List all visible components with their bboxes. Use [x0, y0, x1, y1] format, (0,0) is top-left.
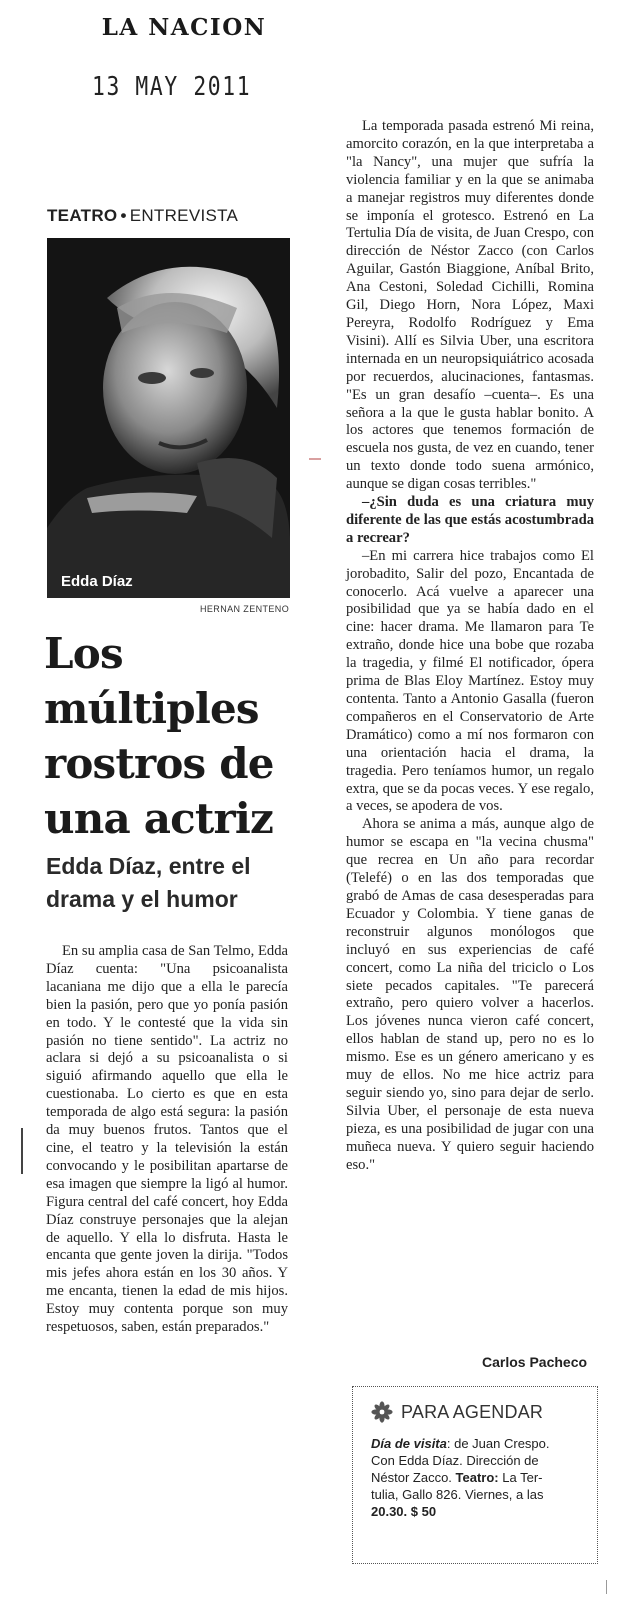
agenda-header — [371, 1401, 583, 1423]
agenda-line: Con Edda Díaz. Dirección de — [371, 1453, 539, 1468]
theater-text: La Ter- — [498, 1470, 543, 1485]
asterisk-flower-icon — [371, 1401, 393, 1423]
section-kicker: TEATRO — [47, 206, 118, 225]
interview-question: –¿Sin duda es una criatura muy diferente de las que estás acostumbrada a recrear? — [346, 494, 594, 546]
author-byline: Carlos Pacheco — [482, 1354, 588, 1370]
play-author: : de Juan Crespo. — [446, 1436, 550, 1451]
article-left-column — [46, 943, 288, 1337]
headline-line: una actriz — [44, 794, 274, 843]
section-label: ENTREVISTA — [129, 206, 239, 225]
agenda-line: tulia, Gallo 826. Viernes, a las — [371, 1487, 544, 1502]
margin-red-mark — [309, 458, 321, 460]
agenda-box — [352, 1386, 598, 1564]
portrait-photo — [47, 238, 290, 598]
agenda-title: PARA AGENDAR — [401, 1401, 544, 1422]
photo-credit: HERNAN ZENTENO — [200, 604, 290, 614]
headline-line: Los — [44, 629, 123, 678]
subheadline — [46, 850, 296, 916]
interview-answer: –En mi carrera hice trabajos como El jorobadito, Salir del pozo, Encantada de conocerlo. Acá vuelve a aparecer una posibilidad que ya se había dado en el cine: hacer drama. Me llamaron para Te extraño, donde hice una bobe que rozaba la tragedia, y filmé El notificador, ópera prima de Blas Eloy Martínez. Estoy muy contenta. Tanto a Antonio Gasalla (fueron compañeros en el Conservatorio de Arte Dramático) como a mí nos formaron con una orientación hacia el drama, la tragedia. Pero teníamos humor, un regalo extra, que se da pocas veces. Y ese regalo, a veces, se apodera de vos. — [346, 547, 594, 815]
article-paragraph: En su amplia casa de San Telmo, Edda Díaz cuenta: "Una psicoanalista lacaniana me dijo que a ella le parecía bien la pasión, pero que yo ponía pasión en todo. Y le contesté que la vida sin pasión no tiene sentido". La actriz no aclara si dejó a su psicoanalista o si siguió afirmando aquello que ella le cuestionaba. Lo cierto es que en esta temporada de algo está segura: la pasión da muy buenos frutos. Tantos que el cine, el teatro y la televisión la están convocando y le posibilitan apartarse de esa imagen que siempre la ligó al humor. Figura central del café concert, hoy Edda Díaz construye personajes que la alejan de aquello. Y ella lo disfruta. Hasta le encanta que gente joven la dirija. "Todos mis jefes ahora están en los 30 años. Y me encanta, tienen la edad de mis hijos. Estoy muy contenta porque son muy respetuosos, saben, están preparados." — [46, 943, 288, 1336]
article-right-column — [346, 118, 594, 1174]
page-edge-mark — [606, 1580, 607, 1594]
subheadline-line: Edda Díaz, entre el — [46, 853, 251, 879]
subheadline-line: drama y el humor — [46, 886, 238, 912]
headline-line: múltiples — [44, 684, 259, 733]
play-title: Día de visita — [371, 1436, 447, 1451]
headline — [44, 626, 304, 846]
director-text: Néstor Zacco. — [371, 1470, 456, 1485]
photo-caption: Edda Díaz — [61, 573, 133, 590]
article-paragraph: La temporada pasada estrenó Mi reina, amorcito corazón, en la que interpretaba a "la Nancy", una mujer que sufría la violencia familiar y en la que se animaba a manejar registros muy diferentes donde se imponía el grotesco. Estrenó en La Tertulia Día de visita, de Juan Crespo, con dirección de Néstor Zacco (con Carlos Aguilar, Gastón Biaggione, Aníbal Brito, Ana Cestoni, Soledad Cichilli, Romina Gil, Diego Horn, Nora López, Maxi Pereyra, Rodolfo Rodríguez y Ema Visini). Allí es Silvia Uber, una escritora internada en un neuropsiquiátrico acosada por recuerdos, alucinaciones, fantasmas. "Es un gran desafío –cuenta–. Es una señora a la que le gusta hablar bonito. A los actores que tenemos formación de escuela nos gusta, de vez en cuando, tener un texto donde todo suena armónico, aunque se digan cosas terribles." — [346, 118, 594, 493]
article-paragraph: Ahora se anima a más, aunque algo de humor se escapa en "la vecina chusma" que recrea en Un año para recordar (Telefé) o en las dos temporadas que grabó de Amas de casa desesperadas para Ecuador y Colombia. Y tiene ganas de reconstruir algunos monólogos que incluyó en sus experiencias de café concert, como La niña del triciclo o Los siete pecados capitales. "Te parecerá extraño, pero quiero volver a hacerlos. Los jóvenes nunca vieron café concert, ellos hablan de stand up, pero no es lo mismo. Ese es un género americano y es muy de ellos. No me hice actriz para seguir siendo yo, sino para dejar de serlo. Silvia Uber, el personaje de esta nueva pieza, es una posibilidad de jugar con una muñeca nueva. Y quiero seguir haciendo eso." — [346, 816, 594, 1173]
theater-label: Teatro: — [455, 1470, 499, 1485]
section-separator: • — [120, 206, 127, 225]
agenda-details — [371, 1435, 583, 1520]
margin-pen-mark — [21, 1128, 23, 1174]
section-tag — [47, 206, 238, 226]
date-stamp: 13 MAY 2011 — [92, 72, 252, 102]
portrait-illustration — [47, 238, 290, 598]
newspaper-masthead: LA NACION — [101, 14, 267, 41]
time-price: 20.30. $ 50 — [371, 1504, 437, 1519]
headline-line: rostros de — [44, 739, 274, 788]
agenda-line — [371, 1435, 583, 1452]
agenda-line — [371, 1469, 583, 1486]
